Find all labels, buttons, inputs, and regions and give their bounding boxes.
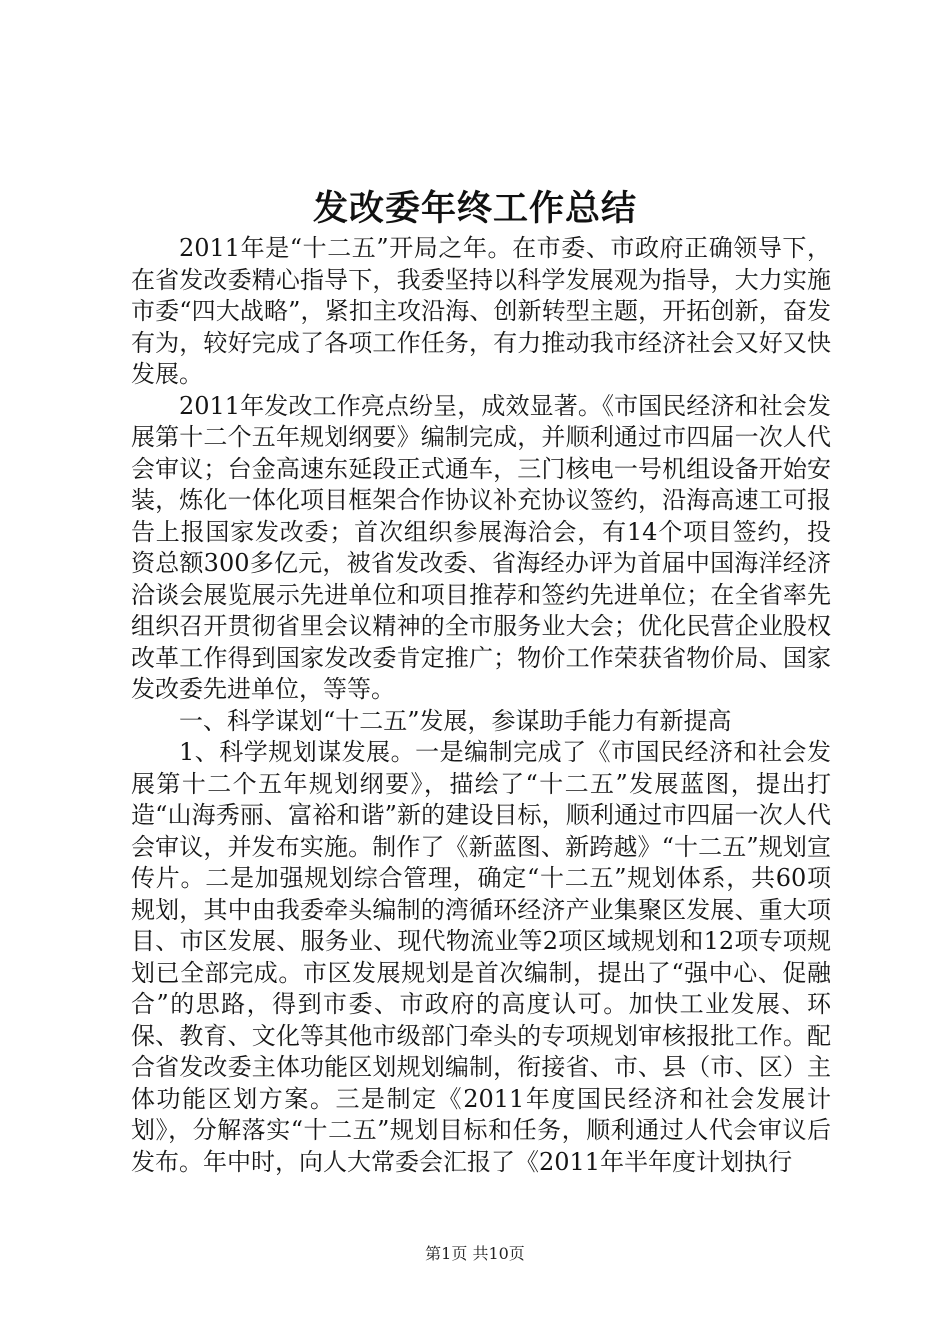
- paragraph-highlights: 2011年发改工作亮点纷呈，成效显著。《市国民经济和社会发展第十二个五年规划纲要》编制完成，并顺利通过市四届一次人代会审议；台金高速东延段正式通车，三门核电一号机组设备开始安装，炼化一体化项目框架合作协议补充协议签约，沿海高速工可报告上报国家发改委；首次组织参展海洽会，有14个项目签约，投资总额300多亿元，被省发改委、省海经办评为首届中国海洋经济洽谈会展览展示先进单位和项目推荐和签约先进单位；在全省率先组织召开贯彻省里会议精神的全市服务业大会；优化民营企业股权改革工作得到国家发改委肯定推广；物价工作荣获省物价局、国家发改委先进单位，等等。: [131, 391, 831, 703]
- paragraph-planning: 1、科学规划谋发展。一是编制完成了《市国民经济和社会发展第十二个五年规划纲要》，描绘了“十二五”发展蓝图，提出打造“山海秀丽、富裕和谐”新的建设目标，顺利通过市四届一次人代会审议，并发布实施。制作了《新蓝图、新跨越》“十二五”规划宣传片。二是加强规划综合管理，确定“十二五”规划体系，共60项规划，其中由我委牵头编制的湾循环经济产业集聚区发展、重大项目、市区发展、服务业、现代物流业等2项区域规划和12项专项规划已全部完成。市区发展规划是首次编制，提出了“强中心、促融合”的思路，得到市委、市政府的高度认可。加快工业发展、环保、教育、文化等其他市级部门牵头的专项规划审核报批工作。配合省发改委主体功能区划规划编制，衔接省、市、县（市、区）主体功能区划方案。三是制定《2011年度国民经济和社会发展计划》，分解落实“十二五”规划目标和任务，顺利通过人代会审议后发布。年中时，向人大常委会汇报了《2011年半年度计划执行: [131, 738, 831, 1176]
- paragraph-intro: 2011年是“十二五”开局之年。在市委、市政府正确领导下，在省发改委精心指导下，我委坚持以科学发展观为指导，大力实施市委“四大战略”，紧扣主攻沿海、创新转型主题，开拓创新，奋发有为，较好完成了各项工作任务，有力推动我市经济社会又好又快发展。: [131, 234, 831, 388]
- section-heading-1: 一、科学谋划“十二五”发展，参谋助手能力有新提高: [179, 706, 732, 735]
- document-title: 发改委年终工作总结: [312, 188, 637, 229]
- page-number-footer: 第1页 共10页: [425, 1244, 525, 1263]
- document-body: [131, 233, 831, 1178]
